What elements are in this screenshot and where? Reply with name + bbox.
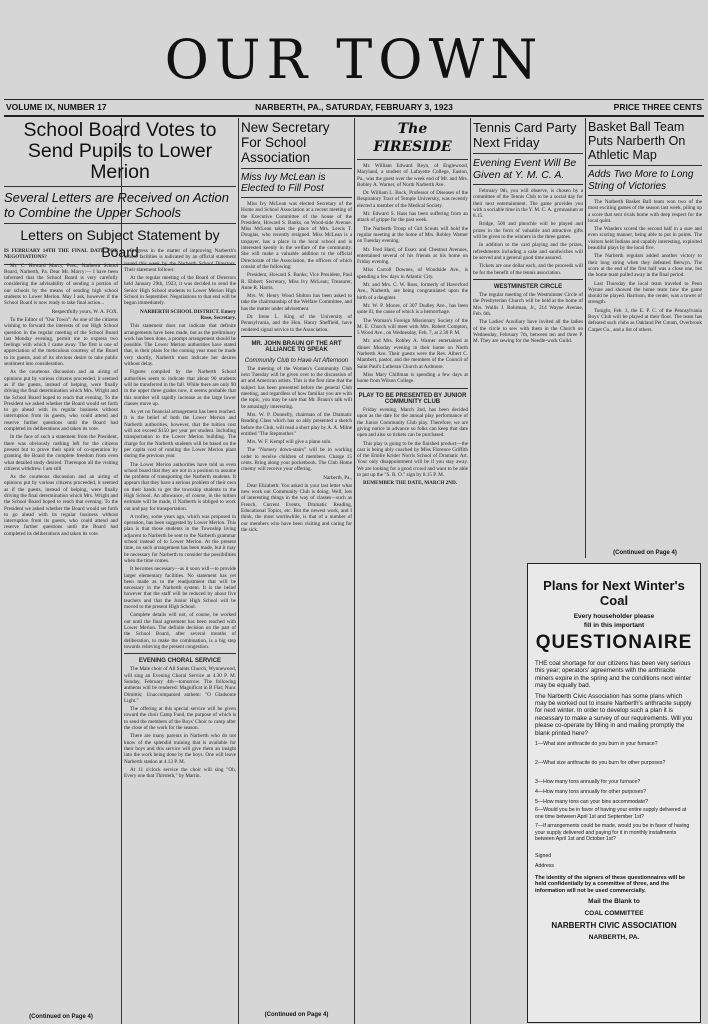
question-4: 4—How many tons annually for other purposes? — [535, 789, 647, 796]
divider — [4, 223, 236, 224]
paragraph: Tickets are one dollar each, and the proceeds will be for the benefit of the tennis association. — [473, 263, 583, 276]
divider — [4, 186, 236, 187]
association-name: NARBERTH CIVIC ASSOCIATION — [551, 921, 677, 930]
question-3: 3—How many tons annually for your furnace? — [535, 779, 641, 786]
paragraph: This statement does not indicate that definite arrangements have been made, but as the preliminary work has been done, a prompt arrangement should be possible. The Lower Merion authorities have stated that, in their plans for the coming year must be made very shortly, Narberth must indicate her desires without delay. — [124, 323, 236, 368]
paragraph: Mr. W. P. Moore, of 307 Dudley Ave., has been quite ill, the cause of which is a hemorrhage. — [357, 302, 468, 316]
paragraph: The offering at this special service will be given toward the choir Camp Fund, the purpose of which is to send the members of the Boys' Choir to camp after the close of the work for the season. — [124, 706, 236, 732]
paragraph: The Woman's Foreign Missionary Society of the M. E. Church will meet with Mrs. Robert Compton, 5 Wood Ave., on Wednesday, Feb. 7, at 2.30 P. M. — [357, 317, 468, 337]
column-4 — [357, 120, 468, 1024]
issue-price: PRICE THREE CENTS — [613, 102, 702, 112]
divider — [241, 168, 352, 169]
divider — [357, 159, 468, 160]
column-3 — [241, 120, 352, 1024]
dateline — [6, 102, 702, 116]
paragraph: Dear Elizabeth: You asked in your last letter what new work our Community Club is doing. Well, lots of interesting things in the way of classes—such as French, Current Events, Dramatic Reading, Educational Topics, etc. But the newest work, and I think, the most worthwhile, is that of a number of our members who have been visiting and caring for the sick. — [241, 482, 352, 533]
paragraph: Mr. and Mrs. C. W. Ross, formerly of Haverford Ave., Narberth, are being congratulated upon the birth of a daughter. — [357, 282, 468, 301]
questionnaire-heading: QUESTIONAIRE — [535, 632, 693, 653]
tennis-deck: Evening Event Will Be Given at Y. M. C. A. — [473, 157, 577, 181]
paragraph: Progress in the matter of improving Narberth's school facilities is indicated by an official statement issued this week by the Narberth School Directors. Their statement follows: — [124, 248, 236, 273]
paragraph: At the regular meeting of the Board of Directors held January 29th, 1923, it was decided to send the Senior High School students to Lower Merion High School in September. Negotiations to that end will be begun immediately. — [124, 275, 236, 307]
paragraph: Mr. and Mrs. Robley A. Warner entertained at dinner Monday evening in their home on North Narberth Ave. Their guests were the Rev. Albert C. Mambert, pastor, and the members of the Council of Saint Paul's Lutheran Church at Ardmore. — [357, 338, 468, 370]
letter-signature: Respectfully yours, W. A. FOX. — [51, 308, 118, 315]
paragraph: To the Editor of "Our Town": As one of the citizens wishing to forward the interests of our High School question in the regular meeting of the School Board last Monday evening, permit me to express two feelings with which I came away. The first is one of appreciation of the meticulous courtesy of the Board to its guests, and of its obvious desire to take public sentiment into consideration. — [4, 316, 118, 368]
paragraph: As the courteous discussion and an airing of opinions put by various citizens proceeded, it seemed as if the guests, instead of helping, were finally driving the final determination which Mrs. Wright and the School Board hoped to reach that evening. To the President we asked whether the Board would set forth to go ahead with its regular business without interruption from its guests, who could attend and reserve further questions until the Board had completed its deliberations and taken its vote. — [4, 474, 118, 537]
paragraph: Mr. William Edward Reyn, of Englewood, Maryland, a student of Lafayette College, Easton, Pa., was the guest over the week end of Mr. and Mrs. Robley A. Warner, of North Narberth Ave. — [357, 163, 468, 188]
lead-deck: Several Letters are Received on Action to Combine the Upper Schools — [4, 190, 229, 220]
paragraph: The Narberth Civic Association has some plans which may be worked out to insure Narberth's anthracite supply for next winter. In order to develop such a plan it is necessary to make a survey of our requirements. Will you please co-operate by filling in and mailing promptly the blank printed here? — [535, 692, 693, 737]
continued-note: (Continued on Page 4) — [613, 550, 677, 556]
divider — [241, 336, 352, 337]
art-alliance-deck: Community Club to Have Art Afternoon — [244, 357, 349, 364]
committee-name: COAL COMMITTEE — [584, 910, 644, 917]
paragraph: This play is going to be the finished product—the cast is being ably coached by Miss Florence Griffith of the Emilie Krider Norris School of Dramatic Art. Your only disappointment will be if you stay away. We are looking for a good crowd and want to be able to put up the "S. R. O." sign by 8.15 P. M. — [357, 440, 468, 479]
fireside-headline: The FIRESIDE — [373, 121, 452, 155]
address-line: Address — [535, 862, 555, 869]
basketball-headline: Basket Ball Team Puts Narberth On Athletic Map — [588, 120, 686, 162]
divider — [473, 153, 583, 154]
paragraph: Mrs. W. Henry Wood Shilton has been asked to take the chairmanship of the Welfare Committee, and has the matter under advisement. — [241, 293, 352, 312]
paragraph: Mr. Edward S. Hass has been suffering from an attack of grippe for the past week. — [357, 211, 468, 224]
paragraph: At 11 o'clock service the choir will sing "Oh, Every one that Thirsteth," by Martin. — [124, 766, 236, 780]
paragraph: The Lower Merion authorities have told us even school board that they are not in a position to assume the problem of transporting the Narberth students. It appears that they have a serious problem of their own on their hands to get the township students to the High School. An allowance, of course, in the tuition estimate will be made, if Narberth is obliged to work out and pay for transportation. — [124, 461, 236, 512]
paragraph: Last Thursday the local team traveled to Penn Wynne and showed the home team how the game should be played. Harrison, the center, was a tower of strength. — [588, 280, 702, 306]
column-rule — [354, 118, 355, 1024]
divider — [588, 165, 702, 166]
column-1 — [4, 248, 118, 1024]
paragraph: Miss Carroll Downes, of Woodside Ave., is spending a few days in Atlantic City. — [357, 267, 468, 280]
paragraph: A trolley, some years ago, which was proposed in operation, has been suggested by Lower Merion. This plan is that those students in the Township living adjacent to Narberth be sent to the Narberth grammar school instead of to Lower Merion. At the present time, no such arrangement has been made, but it may be necessary for Narberth to consider the possibilities when the time comes. — [124, 513, 236, 564]
issue-date: NARBERTH, PA., SATURDAY, FEBRUARY 3, 1923 — [255, 102, 453, 112]
column-5 — [473, 120, 583, 560]
lead-subhead: Letters on Subject Statement by Board — [20, 227, 220, 260]
divider — [473, 279, 583, 280]
paragraph: The regular meeting of the Westminster Circle of the Presbyterian Church will be held at the home of Mrs. Wallis J. Rohrman, Jr., 214 Wayne Avenue, Feb. 6th. — [473, 292, 583, 318]
questionnaire-subtitle: fill in this important — [583, 622, 645, 629]
tennis-headline: Tennis Card Party Next Friday — [473, 120, 577, 150]
question-2: 2—What size anthracite do you burn for other purposes? — [535, 760, 666, 767]
column-6 — [588, 120, 702, 560]
westminster-subhead: WESTMINSTER CIRCLE — [493, 283, 563, 290]
paragraph: In the face of such a statement from the President, there was obviously nothing left for the citizens present but to prove their spirit of co-operation by granting the Board the complete freedom from even what detailed study desired. Thereupon all the visiting citizens withdrew. I am still — [4, 434, 118, 472]
paragraph: There are many parents in Narberth who do not know of the splendid training that is available for their boys and this service will give them an insight into the work being done by the boys. One will leave Narberth station at 4.13 P. M. — [124, 733, 236, 765]
basketball-deck: Adds Two More to Long String of Victories — [588, 169, 694, 192]
letter-heading: IS FEBRUARY 14TH THE FINAL DATE FOR NEGOTIATIONS? — [4, 248, 118, 261]
secretary-headline: New Secretary For School Association — [241, 120, 330, 165]
paragraph: Bridge, 500 and pinochle will be played and prizes in the form of valuable and attractive gifts will be given to the winners in the three games. — [473, 221, 583, 241]
paragraph: Friday evening, March 2nd, has been decided upon as the date for the annual play performance of the Junior Community Club play. Therefore, we are giving notice in advance so folks can keep that date open and also so tickets can be purchased. — [357, 407, 468, 439]
letter-place: Narberth, Pa., — [323, 474, 352, 481]
masthead-title: OUR TOWN — [164, 28, 544, 91]
paragraph: In addition to the card playing and the prizes, refreshments including a cake and sandwiches will be served and a general good time assured. — [473, 242, 583, 261]
paragraph: Dr. Irene L. King of the University of Pennsylvania, and the Hon. Hanry Sheffield, have rendered signal service to the Association. — [241, 314, 352, 333]
paragraph: It becomes necessary—as it soon will—to provide larger elementary facilities. No statement has yet been made as to the readjustment that will be necessary in the Narberth system. It is the belief however that the staff will be reduced by about five teachers and that the Junior High School will be moved to the present High School. — [124, 566, 236, 611]
paragraph: The "Nursery down-stairs" will be in working order to receive children of members. Charge 15 cents. Bring along your pocketbook. The Club Home cinemy will receive your offering. — [241, 447, 352, 473]
questionnaire-title: Plans for Next Winter's Coal — [543, 578, 685, 608]
junior-club-subhead: PLAY TO BE PRESENTED BY JUNIOR COMMUNITY CLUB — [358, 392, 467, 405]
paragraph: Mr. Fred Hard, of Essex and Chestnut Avenues, entertained several of his friends at his home on Friday evening. — [357, 246, 468, 266]
choral-subhead: EVENING CHORAL SERVICE — [138, 658, 222, 665]
paragraph: The meeting of the Women's Community Club next Tuesday will be given over to the discussion of art and American artists. This is the first time that the subject has been presented before the general Club meeting, and regardless of how familiar you are with the topic, you may be sure that Mr. Braun's talk will be amusingly interesting. — [241, 365, 352, 410]
paragraph: REMEMBER THE DATE, MARCH 2ND. — [363, 480, 458, 487]
statement-signature: NARBERTH SCHOOL DISTRICT. Emery Rose, Secretary. — [140, 308, 236, 321]
signed-line: Signed — [535, 853, 552, 860]
divider — [124, 653, 236, 654]
masthead-rule-bottom — [4, 115, 704, 117]
lead-headline: School Board Votes to Send Pupils to Lower Merion — [23, 119, 217, 183]
column-rule — [470, 118, 471, 1024]
paragraph: THE coal shortage for our citizens has been very serious this year; operators' agreements with the anthracite miners expire in the spring and the conditions next winter may be equally bad. — [535, 660, 692, 690]
question-6: 6—Would you be in favor of having your entire supply delivered at one time between April 1st and September 1st? — [535, 807, 687, 820]
paragraph: As the courteous discussion and an airing of opinions put by various citizens proceeded, it seemed as if the guests, instead of helping, were finally driving the final determination which Mrs. Wright and the School Board hoped to reach that evening. To the President we asked whether the Board would set forth to go ahead with its regular business without interruption from its guests, who could attend and reserve further questions until the Board had completed its deliberations and taken its vote. — [4, 369, 118, 433]
mail-instruction: Mail the Blank to — [588, 898, 640, 905]
paragraph: Mrs. W. F. Kempf will give a piano solo. — [247, 439, 332, 446]
art-alliance-subhead: MR. JOHN BRAUN OF THE ART ALLIANCE TO SPEAK — [251, 340, 342, 354]
question-5: 5—How many tons can your bins accommodate? — [535, 798, 649, 805]
paragraph: Miss Mary Chillman is spending a few days at home from Wilson College. — [357, 371, 468, 385]
divider — [473, 184, 583, 185]
paragraph: The Narberth Basket Ball team won two of the most exciting games of the season last week, piling up a score that sent rivals home with deep respect for the local quint. — [588, 199, 702, 224]
continued-note: (Continued on Page 4) — [29, 1014, 93, 1020]
paragraph: The Male choir of All Saints Church, Wynnewood, will sing an Evening Choral Service at 4.30 P. M. Sunday, February 4th—tomorrow. The following anthems will be rendered: Magnificat in B Flat; Nunc Dimittis; Unaccompanied anthem: "O Gladsome Light." — [124, 666, 236, 704]
paragraph: Miss Ivy McLean was elected Secretary of the Home and School Association at a recent meeting of the Executive Committee of the house of the President, Howard S. Banks, on Wood-side Avenue. Miss McLean takes the place of Mrs. Lewis T. Douglas, who recently resigned. Miss McLean is a taxpayer, has a place in the local school and is interested keenly in the welfare of the community. She will make a valuable addition to the official Directorate of the Association, the officers of which consist of the following: — [241, 201, 352, 270]
questionnaire-subtitle: Every householder please — [573, 613, 655, 620]
confidentiality-note: The identity of the signers of these questionnaires will be held confidentially by a committee of three, and the information will not be used commercially. — [535, 874, 686, 894]
paragraph: As yet no financial arrangement has been reached. It is the belief of both the Lower Merion and Narberth authorities, however, that the tuition cost will not exceed $150 per year per student. Including transportation to the Lower Merion building. The charge for the Narberth students will be based on the per capita cost of running the Lower Merion plant during the previous year. — [124, 409, 236, 460]
divider — [241, 197, 352, 198]
continued-note: (Continued on Page 4) — [264, 1012, 329, 1018]
paragraph: President, Howard S. Banks; Vice President, Paul R. Ebbert; Secretary, Miss Ivy McLean; Treasurer, Anne R. Harris. — [241, 272, 352, 291]
paragraph: Tonight, Feb. 3, the E. P. C. of the Pennsylvania Boys' Club will be played at their floor. The team has defeated such clubs as Oakland Pet Cream, Overbrook Carpet Co., and a list of others. — [588, 307, 702, 333]
paragraph: The Wanders scored the second half in a sure and even scoring manner, being able to put in points. The visitors held Indians and capably interesting, exploited beautiful plays by the local five. — [588, 226, 702, 252]
paragraph: The Narberth Troop of Girl Scouts will hold the regular meeting at the home of Mrs. Robley Warner on Tuesday evening. — [357, 225, 468, 245]
secretary-deck: Miss Ivy McLean is Elected to Fill Post — [241, 172, 326, 194]
column-2 — [124, 248, 236, 1024]
paragraph: Complete details will not, of course, be worked out until the final agreement has been reached with Lower Merion. The definite decision on the part of the School Board, after several months of deliberation, to make the combination, is a big step towards relieving the present congestion. — [124, 612, 236, 650]
paragraph: Mrs. W. P. Donnelly, chairman of the Dramatic Reading Class which has so ably presented a sketch before the Club, will read a short play by A. A. Milne entitled "The Stepmother." — [241, 411, 352, 437]
question-7: 7—If arrangements could be made, would you be in favor of having your supply delivered and paying for it in monthly installments between April 1st and October 1st? — [535, 823, 690, 843]
paragraph: The Ladies' Auxiliary have invited all the ladies of the circle to sew with them in the Church on Wednesday, February 7th, between ten and three P. M. They are sewing for the Needle-work Guild. — [473, 319, 583, 345]
paragraph: February 9th, you will observe, is chosen by a committee of the Tennis Club to be a social day for their next entertainment. The game provides you with a sociable time in the Y. M. C. A. gymnasium at 8.15. — [473, 188, 583, 220]
question-1: 1—What size anthracite do you burn in your furnace? — [535, 741, 658, 748]
paragraph: The Narberth regulars added another victory to their long string when they defeated Berwyn. The score at the end of the first half was a close one, but the home team pulled away in the final period. — [588, 253, 702, 279]
association-town: NARBERTH, PA. — [588, 934, 640, 941]
divider — [588, 195, 702, 196]
column-rule — [238, 118, 239, 1024]
column-rule — [585, 118, 586, 558]
coal-questionnaire-box — [527, 563, 701, 1023]
volume-number: VOLUME IX, NUMBER 17 — [6, 102, 107, 112]
masthead-rule-top — [4, 99, 704, 100]
paragraph: Figures compiled by the Narberth School authorities seem to indicate that about 90 students will be transferred in the fall. While there are only 90 in the upper three grades now, it seems probable that this number will rapidly increase as the large lower classes move up. — [124, 369, 236, 407]
paragraph: Dr. William L. Buck, Professor of Diseases of the Respiratory Tract of Temple University, was recently elected a member of the Medical Society. — [357, 190, 468, 209]
paragraph: Mr. C. Howard Marcy, Pres., Narberth School Board, Narberth, Pa. Dear Mr. Marcy:— I have been informed that the School Board is very carefully considering the advisability of sending a portion of our schools by the means of sending high school students to Lower Merion. May I ask, however if the School Board is now ready to take final action... — [4, 262, 118, 307]
divider — [357, 388, 468, 389]
